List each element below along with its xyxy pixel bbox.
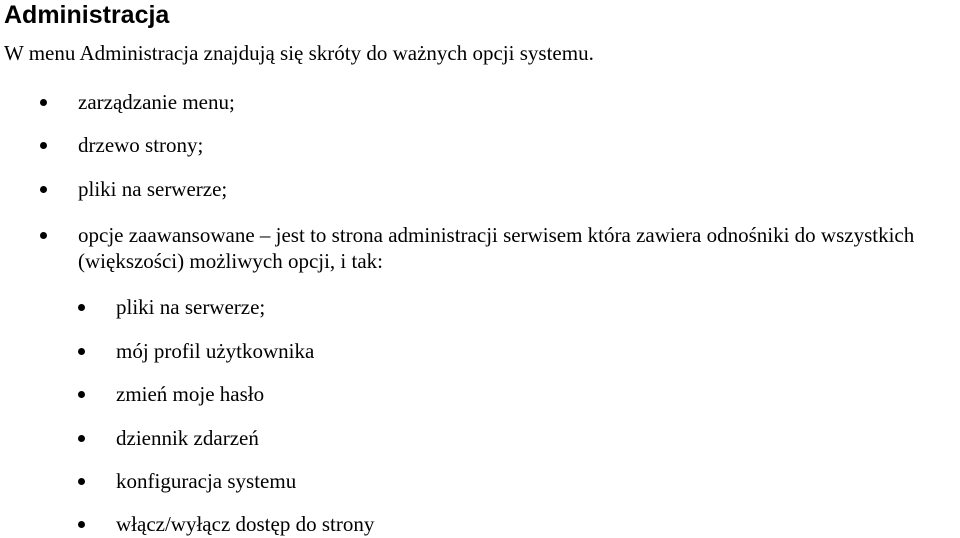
list-item [78, 222, 958, 274]
sub-list-item-text: mój profil użytkownika [116, 339, 315, 363]
bullet-icon [78, 435, 85, 442]
intro-text: W menu Administracja znajdują się skróty do ważnych opcji systemu. [4, 41, 594, 65]
sub-list-item-text: konfiguracja systemu [116, 469, 297, 493]
list-item-text: drzewo strony; [78, 133, 204, 157]
sub-list-item-text: zmień moje hasło [116, 382, 265, 406]
bullet-icon [78, 521, 85, 528]
sub-list-item [116, 468, 956, 494]
list-item [78, 132, 958, 158]
sub-list-item [116, 381, 956, 407]
bullet-icon [78, 304, 85, 311]
sub-list-item [116, 338, 956, 364]
sub-list-item [116, 425, 956, 451]
bullet-icon [40, 186, 47, 193]
bullet-icon [78, 391, 85, 398]
page-title: Administracja [4, 1, 170, 29]
bullet-icon [40, 99, 47, 106]
list-item-text: opcje zaawansowane – jest to strona administracji serwisem która zawiera odnośniki do wszystkich (większości) możliwych opcji, i tak: [78, 223, 915, 273]
bullet-icon [40, 142, 47, 149]
sub-list-item [116, 294, 956, 320]
list-item [78, 176, 958, 202]
sub-list-item [116, 511, 956, 537]
list-item-text: zarządzanie menu; [78, 90, 235, 114]
bullet-icon [78, 478, 85, 485]
bullet-icon [78, 348, 85, 355]
bullet-icon [40, 232, 47, 239]
sub-list-item-text: włącz/wyłącz dostęp do strony [116, 512, 375, 536]
sub-list-item-text: pliki na serwerze; [116, 295, 266, 319]
list-item [78, 89, 958, 115]
sub-list-item-text: dziennik zdarzeń [116, 426, 259, 450]
list-item-text: pliki na serwerze; [78, 177, 228, 201]
